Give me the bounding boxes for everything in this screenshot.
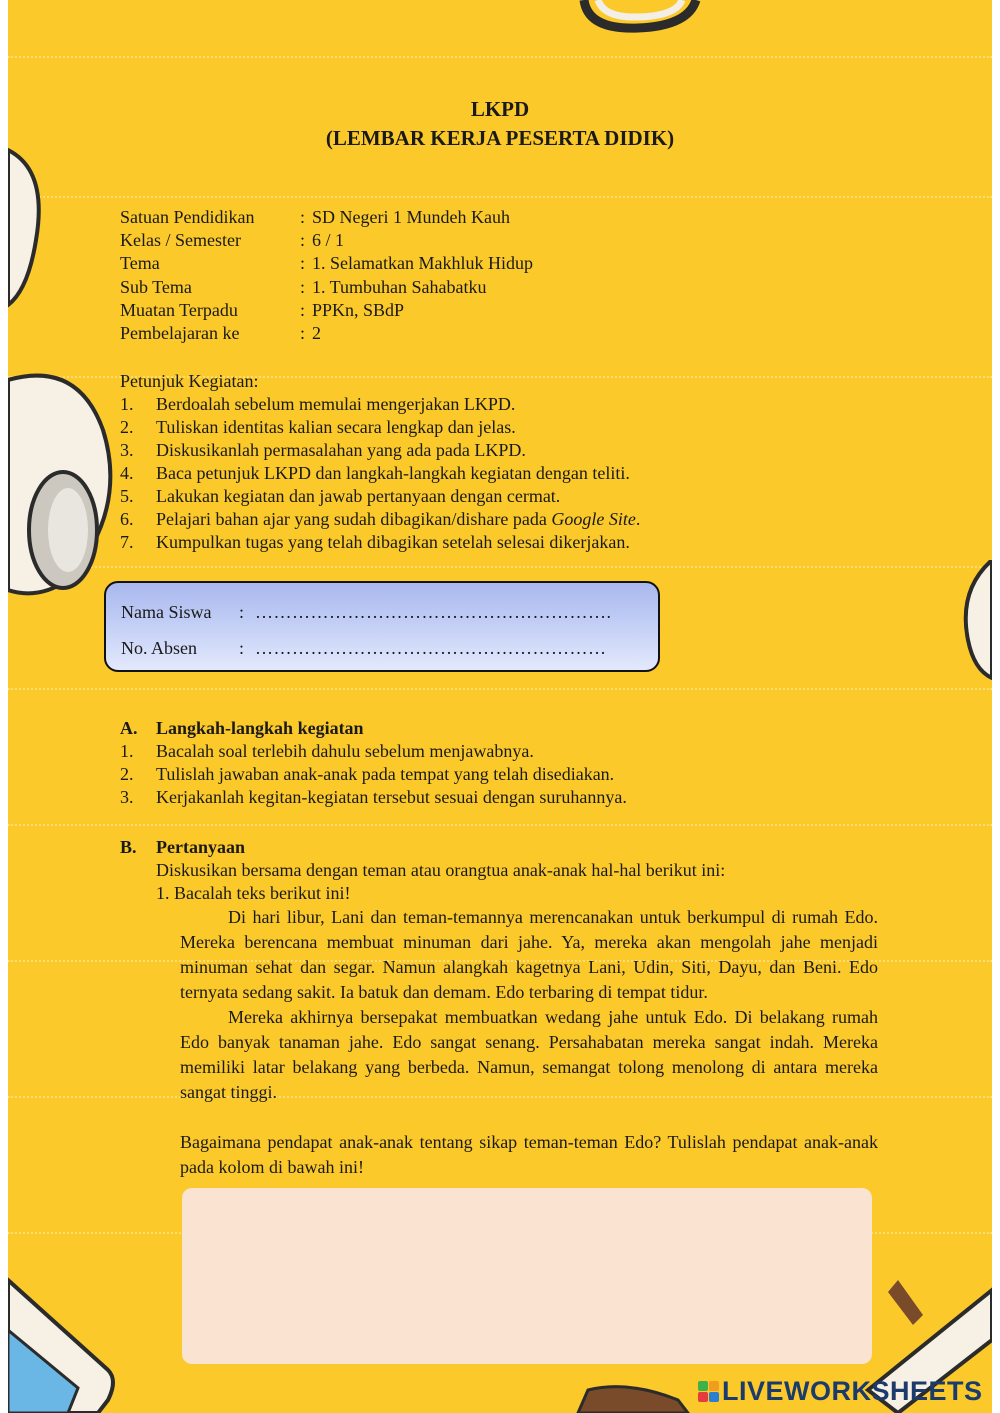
identity-label: Tema: [120, 253, 160, 274]
notebook-decoration-icon: [8, 1270, 128, 1413]
answer-textarea[interactable]: [182, 1188, 872, 1364]
student-info-box: [104, 581, 660, 672]
identity-table: [120, 206, 533, 345]
identity-value: 1. Tumbuhan Sahabatku: [312, 276, 487, 297]
google-site-link-text: Google Site: [551, 509, 636, 529]
list-number: 2.: [120, 417, 134, 437]
badge-cell: [698, 1381, 708, 1391]
identity-value: PPKn, SBdP: [312, 299, 405, 320]
reading-paragraph: Di hari libur, Lani dan teman-temannya merencanakan untuk berkumpul di rumah Edo. Mereka berencana membuat minuman dari jahe. Ya, mereka akan mengolah jahe menjadi minuman sehat dan segar. Namun alangkah kagetnya Lani, Udin, Siti, Dayu, dan Beni. Edo ternyata sedang sakit. Ia batuk dan demam. Edo terbaring di tempat tidur.: [180, 907, 878, 1002]
list-text: Lakukan kegiatan dan jawab pertanyaan dengan cermat.: [156, 486, 561, 506]
section-number: A.: [120, 718, 138, 738]
list-item: [120, 462, 640, 485]
list-item: [120, 393, 640, 416]
instructions-heading: Petunjuk Kegiatan:: [120, 371, 259, 391]
identity-sep: :: [300, 253, 306, 274]
list-text: Baca petunjuk LKPD dan langkah-langkah kegiatan dengan teliti.: [156, 463, 630, 483]
notebook-line: [8, 196, 992, 198]
section-number: B.: [120, 837, 137, 857]
list-number: 1.: [120, 741, 134, 761]
identity-sep: :: [300, 207, 306, 227]
student-absen-input[interactable]: …………………………………………………: [255, 638, 607, 658]
section-b: [120, 836, 725, 905]
magnifier-decoration-icon: [8, 130, 138, 650]
question-text: Bagaimana pendapat anak-anak tentang sikap teman-teman Edo? Tulislah pendapat anak-anak pada kolom di bawah ini!: [180, 1132, 878, 1177]
identity-row: [120, 206, 533, 229]
list-item: [120, 763, 627, 786]
badge-cell: [709, 1392, 719, 1402]
list-text-tail: .: [635, 509, 641, 529]
notebook-line: [8, 566, 992, 568]
liveworksheets-badge-icon: [698, 1381, 719, 1402]
list-number: 1.: [120, 394, 134, 414]
identity-value: 2: [312, 323, 321, 344]
clip-right-decoration-icon: [958, 560, 992, 680]
list-text: Tulislah jawaban anak-anak pada tempat yang telah disediakan.: [156, 764, 615, 784]
identity-row: [120, 252, 533, 275]
list-number: 3.: [120, 787, 134, 807]
section-title: Pertanyaan: [156, 837, 245, 857]
student-absen-field[interactable]: [121, 638, 607, 659]
list-item: [120, 786, 627, 809]
student-name-label: Nama Siswa: [121, 602, 212, 622]
identity-label: Kelas / Semester: [120, 230, 241, 251]
section-a-heading: [120, 717, 627, 740]
identity-value: 1. Selamatkan Makhluk Hidup: [312, 253, 533, 274]
identity-sep: :: [300, 323, 306, 344]
section-title: Langkah-langkah kegiatan: [156, 718, 364, 738]
identity-value: SD Negeri 1 Mundeh Kauh: [312, 207, 510, 227]
list-text: Bacalah soal terlebih dahulu sebelum menjawabnya.: [156, 741, 534, 761]
identity-row: [120, 276, 533, 299]
field-sep: :: [239, 602, 245, 622]
identity-label: Pembelajaran ke: [120, 323, 240, 344]
student-name-field[interactable]: [121, 602, 612, 623]
list-number: 7.: [120, 532, 134, 552]
identity-row: [120, 299, 533, 322]
page-title: LKPD: [470, 97, 530, 121]
paperclip-decoration-icon: [578, 0, 708, 36]
identity-sep: :: [300, 299, 306, 320]
identity-row: [120, 322, 533, 345]
student-absen-label: No. Absen: [121, 638, 197, 658]
list-item: [120, 531, 640, 554]
list-number: 4.: [120, 463, 134, 483]
list-number: 5.: [120, 486, 134, 506]
reading-text: [180, 905, 878, 1105]
notebook-line: [8, 688, 992, 690]
section-a: [120, 717, 627, 809]
list-number: 6.: [120, 509, 134, 529]
identity-sep: :: [300, 276, 306, 297]
identity-value: 6 / 1: [312, 230, 345, 251]
question-1-label: 1. Bacalah teks berikut ini!: [156, 883, 351, 903]
liveworksheets-logo: [698, 1376, 983, 1407]
badge-cell: [698, 1392, 708, 1402]
list-item: [120, 740, 627, 763]
list-text-main: Pelajari bahan ajar yang sudah dibagikan/dishare pada: [156, 509, 552, 529]
section-b-intro: Diskusikan bersama dengan teman atau orangtua anak-anak hal-hal berikut ini:: [156, 860, 726, 880]
page-subtitle: (LEMBAR KERJA PESERTA DIDIK): [325, 126, 675, 150]
identity-sep: :: [300, 230, 306, 251]
list-item: [120, 485, 640, 508]
list-number: 3.: [120, 440, 134, 460]
list-number: 2.: [120, 764, 134, 784]
list-item: [120, 416, 640, 439]
instructions-list: [120, 370, 640, 554]
reading-paragraph: Mereka akhirnya bersepakat membuatkan wedang jahe untuk Edo. Di belakang rumah Edo banyak tanaman jahe. Edo sangat senang. Persahabatan mereka sangat indah. Mereka memiliki latar belakang yang berbeda. Namun, semangat tolong menolong di antara mereka sangat tinggi.: [180, 1007, 878, 1102]
section-b-heading: [120, 836, 725, 859]
identity-label: Sub Tema: [120, 276, 192, 297]
field-sep: :: [239, 638, 245, 658]
notebook-line: [8, 824, 992, 826]
identity-label: Muatan Terpadu: [120, 299, 238, 320]
liveworksheets-text: LIVEWORKSHEETS: [722, 1376, 983, 1406]
identity-row: [120, 229, 533, 252]
worksheet-page: [8, 0, 992, 1413]
list-item: [120, 508, 640, 531]
list-text: Kerjakanlah kegitan-kegiatan tersebut sesuai dengan suruhannya.: [156, 787, 627, 807]
list-text: [156, 508, 640, 531]
list-item: [120, 439, 640, 462]
identity-label: Satuan Pendidikan: [120, 207, 255, 227]
list-text: Diskusikanlah permasalahan yang ada pada LKPD.: [156, 440, 526, 460]
notebook-line: [8, 56, 992, 58]
student-name-input[interactable]: ………………………………………………….: [255, 602, 612, 622]
list-text: Tuliskan identitas kalian secara lengkap dan jelas.: [156, 417, 516, 437]
badge-cell: [709, 1381, 719, 1391]
list-text: Kumpulkan tugas yang telah dibagikan setelah selesai dikerjakan.: [156, 532, 630, 552]
list-text: Berdoalah sebelum memulai mengerjakan LKPD.: [156, 394, 516, 414]
